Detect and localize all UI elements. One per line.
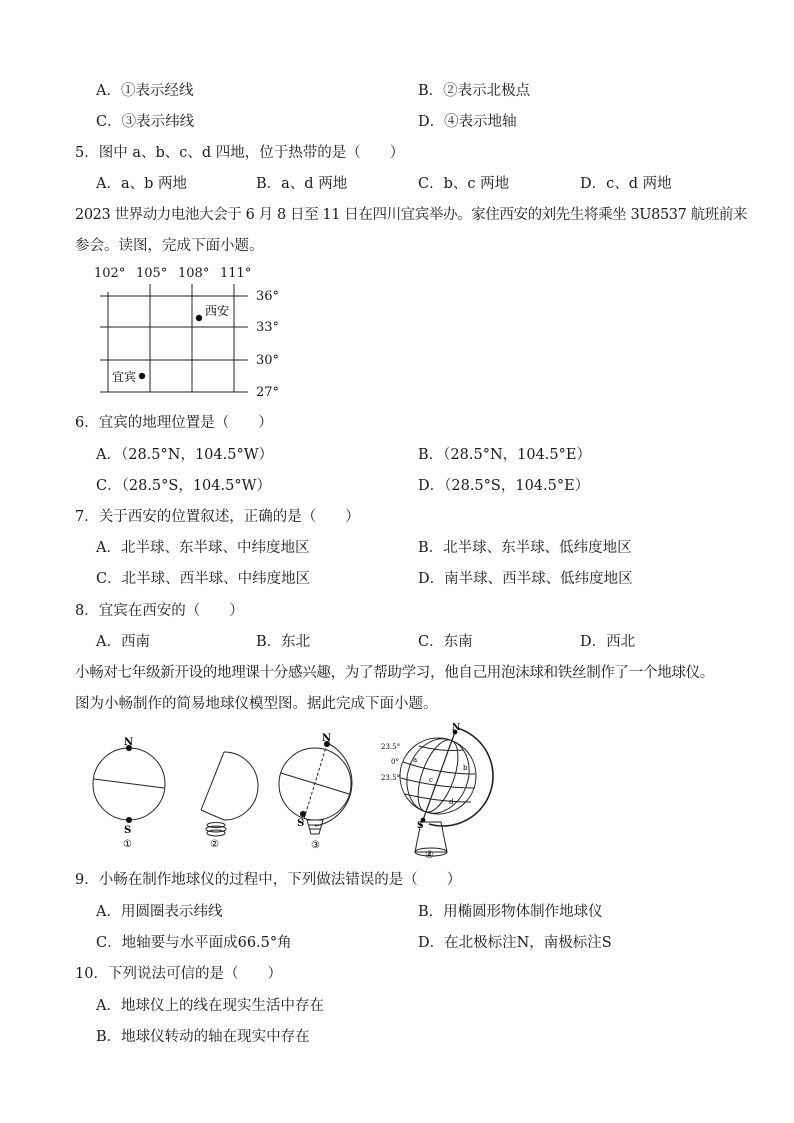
lat-lon-grid-map <box>86 262 286 407</box>
yibin-label: 宜宾 <box>112 370 137 384</box>
q10-option-b[interactable]: B．地球仪转动的轴在现实中存在 <box>96 1029 310 1045</box>
q9-option-a[interactable]: A．用圆圈表示纬线 <box>96 904 223 920</box>
q8-stem: 8．宜宾在西安的（ ） <box>75 603 244 619</box>
q10-option-a[interactable]: A．地球仪上的线在现实生活中存在 <box>96 998 324 1014</box>
q5-stem: 5．图中 a、b、c、d 四地，位于热带的是（ ） <box>75 145 405 161</box>
q7-option-d[interactable]: D．南半球、西半球、低纬度地区 <box>418 571 633 587</box>
fig4-point-d: d <box>449 798 454 806</box>
q7-option-c[interactable]: C．北半球、西半球、中纬度地区 <box>96 571 311 587</box>
q7-option-a[interactable]: A．北半球、东半球、中纬度地区 <box>96 540 310 556</box>
yibin-marker <box>139 373 145 379</box>
fig4-lat-0: 0° <box>391 758 399 766</box>
intro2-passage-line-1: 小畅对七年级新开设的地理课十分感兴趣，为了帮助学习，他自己用泡沫球和铁丝制作了一个地球仪。 <box>75 665 714 681</box>
q6-option-a[interactable]: A．（28.5°N，104.5°W） <box>96 447 274 463</box>
q4-option-d[interactable]: D．④表示地轴 <box>418 114 517 130</box>
q6-stem: 6．宜宾的地理位置是（ ） <box>75 415 273 431</box>
fig1-caption: ① <box>123 839 132 850</box>
fig3-caption: ③ <box>311 840 320 851</box>
q8-option-c[interactable]: C．东南 <box>418 634 473 650</box>
lat-label-27: 27° <box>256 385 280 400</box>
q4-option-b[interactable]: B．②表示北极点 <box>418 83 531 99</box>
globe-figure-4 <box>397 728 493 856</box>
fig1-north-label: N <box>124 737 134 748</box>
south-pole-dot <box>126 817 131 822</box>
fig4-north-label: N <box>452 723 461 733</box>
fig1-south-label: S <box>124 825 132 836</box>
lat-label-33: 33° <box>256 320 280 335</box>
lon-label-111: 111° <box>220 266 252 281</box>
globe-model-figures <box>85 722 505 862</box>
lat-label-36: 36° <box>256 289 280 304</box>
fig4-caption: ④ <box>425 850 434 861</box>
q5-option-d[interactable]: D．c、d 两地 <box>580 176 672 192</box>
fig2-caption: ② <box>210 839 219 850</box>
globe-figure-1 <box>93 745 165 822</box>
q6-option-d[interactable]: D．（28.5°S，104.5°E） <box>418 478 590 494</box>
q5-option-b[interactable]: B．a、d 两地 <box>256 176 348 192</box>
fig4-south-label: S <box>417 821 424 831</box>
fig4-lat-23-south: 23.5° <box>381 774 401 782</box>
xian-label: 西安 <box>205 304 230 318</box>
q10-stem: 10．下列说法可信的是（ ） <box>75 966 282 982</box>
q8-option-a[interactable]: A．西南 <box>96 634 150 650</box>
globe-figure-2 <box>201 752 258 836</box>
q6-option-b[interactable]: B．（28.5°N，104.5°E） <box>418 447 591 463</box>
q9-option-c[interactable]: C．地轴要与水平面成66.5°角 <box>96 935 292 951</box>
q9-option-b[interactable]: B．用椭圆形物体制作地球仪 <box>418 904 603 920</box>
fig4-point-c: c <box>429 776 433 784</box>
lon-label-108: 108° <box>178 266 210 281</box>
xian-marker <box>196 315 202 321</box>
q8-option-d[interactable]: D．西北 <box>580 634 636 650</box>
q5-option-c[interactable]: C．b、c 两地 <box>418 176 510 192</box>
intro-passage-line-2: 参会。读图，完成下面小题。 <box>75 238 264 254</box>
q5-option-a[interactable]: A．a、b 两地 <box>96 176 188 192</box>
fig3-north-label: N <box>322 733 332 744</box>
fig4-point-a: a <box>413 756 418 764</box>
lat-label-30: 30° <box>256 353 280 368</box>
fig4-point-b: b <box>463 764 468 772</box>
intro2-passage-line-2: 图为小畅制作的简易地球仪模型图。据此完成下面小题。 <box>75 696 438 712</box>
fig3-south-label: S <box>297 818 305 829</box>
q4-option-a[interactable]: A．①表示经线 <box>96 83 194 99</box>
q6-option-c[interactable]: C．（28.5°S，104.5°W） <box>96 478 271 494</box>
q4-option-c[interactable]: C．③表示纬线 <box>96 114 195 130</box>
intro-passage-line-1: 2023 世界动力电池大会于 6 月 8 日至 11 日在四川宜宾举办。家住西安的刘先生将乘坐 3U8537 航班前来 <box>75 207 748 223</box>
lon-label-102: 102° <box>94 266 126 281</box>
q9-option-d[interactable]: D．在北极标注N，南极标注S <box>418 935 612 951</box>
fig4-lat-23-north: 23.5° <box>381 743 401 751</box>
q7-option-b[interactable]: B．北半球、东半球、低纬度地区 <box>418 540 632 556</box>
q8-option-b[interactable]: B．东北 <box>256 634 311 650</box>
globe-figure-3 <box>279 741 352 834</box>
q7-stem: 7．关于西安的位置叙述，正确的是（ ） <box>75 509 360 525</box>
lon-label-105: 105° <box>136 266 168 281</box>
q9-stem: 9．小畅在制作地球仪的过程中，下列做法错误的是（ ） <box>75 872 462 888</box>
